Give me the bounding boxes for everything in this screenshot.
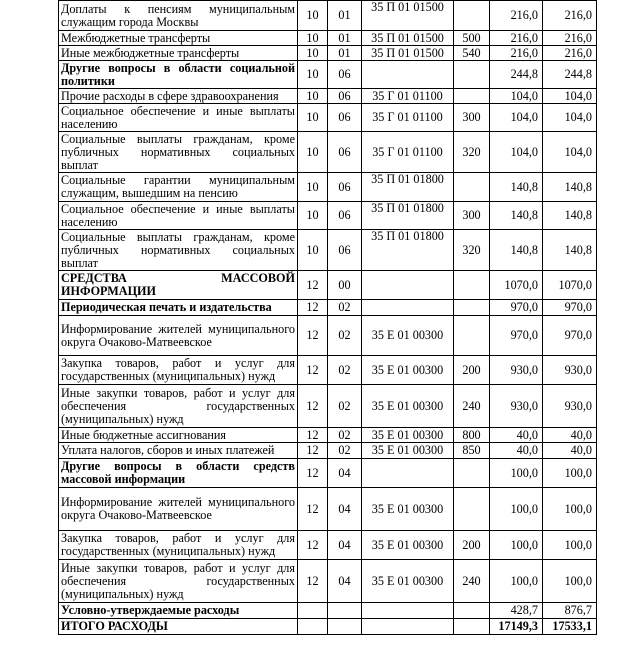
row-target-article: 35 Е 01 00300	[362, 356, 454, 385]
row-amount-year2: 104,0	[543, 132, 597, 173]
row-section: 12	[298, 443, 328, 459]
row-name: Иные закупки товаров, работ и услуг для обеспечения государственных (муниципальных) нужд	[59, 385, 298, 428]
row-section: 12	[298, 385, 328, 428]
row-target-article: 35 Е 01 00300	[362, 443, 454, 459]
row-target-article: 35 Е 01 00300	[362, 385, 454, 428]
row-amount-year1: 930,0	[490, 356, 543, 385]
row-expense-type: 320	[454, 230, 490, 271]
row-name: Межбюджетные трансферты	[59, 31, 298, 46]
row-amount-year2: 970,0	[543, 316, 597, 356]
row-subsection: 01	[328, 46, 362, 61]
row-amount-year2: 40,0	[543, 428, 597, 443]
row-expense-type	[454, 603, 490, 619]
table-row	[59, 173, 597, 202]
row-name: Доплаты к пенсиям муниципальным служащим города Москвы	[59, 1, 298, 31]
row-amount-year2: 100,0	[543, 459, 597, 488]
row-target-article	[362, 459, 454, 488]
row-name: Закупка товаров, работ и услуг для государственных (муниципальных) нужд	[59, 531, 298, 560]
row-expense-type: 500	[454, 31, 490, 46]
row-name: Социальные выплаты гражданам, кроме публичных нормативных социальных выплат	[59, 132, 298, 173]
table-row	[59, 31, 597, 46]
row-name: Социальные гарантии муниципальным служащим, вышедшим на пенсию	[59, 173, 298, 202]
row-amount-year2: 100,0	[543, 531, 597, 560]
row-expense-type: 240	[454, 560, 490, 603]
table-row	[59, 202, 597, 230]
row-amount-year1: 244,8	[490, 61, 543, 89]
row-amount-year2: 876,7	[543, 603, 597, 619]
row-expense-type	[454, 1, 490, 31]
row-amount-year2: 100,0	[543, 488, 597, 531]
row-expense-type	[454, 300, 490, 316]
row-target-article: 35 Е 01 00300	[362, 428, 454, 443]
row-amount-year2: 140,8	[543, 202, 597, 230]
row-expense-type	[454, 619, 490, 635]
row-amount-year1: 100,0	[490, 531, 543, 560]
table-row	[59, 488, 597, 531]
table-row	[59, 61, 597, 89]
row-subsection: 01	[328, 1, 362, 31]
row-amount-year1: 140,8	[490, 230, 543, 271]
table-row	[59, 619, 597, 635]
row-amount-year1: 100,0	[490, 459, 543, 488]
row-amount-year2: 40,0	[543, 443, 597, 459]
row-expense-type: 200	[454, 531, 490, 560]
row-section: 12	[298, 459, 328, 488]
row-expense-type	[454, 173, 490, 202]
row-amount-year2: 17533,1	[543, 619, 597, 635]
row-target-article: 35 Г 01 01100	[362, 89, 454, 104]
row-section: 10	[298, 202, 328, 230]
row-subsection: 02	[328, 356, 362, 385]
row-amount-year2: 216,0	[543, 31, 597, 46]
row-section: 12	[298, 300, 328, 316]
row-target-article: 35 П 01 01500	[362, 1, 454, 31]
row-amount-year2: 970,0	[543, 300, 597, 316]
row-section: 10	[298, 89, 328, 104]
row-subsection: 01	[328, 31, 362, 46]
row-section: 12	[298, 531, 328, 560]
row-name: Иные бюджетные ассигнования	[59, 428, 298, 443]
row-amount-year1: 140,8	[490, 173, 543, 202]
row-expense-type	[454, 271, 490, 300]
row-section: 10	[298, 46, 328, 61]
row-section: 10	[298, 230, 328, 271]
row-amount-year1: 104,0	[490, 104, 543, 132]
row-expense-type: 800	[454, 428, 490, 443]
row-subsection: 04	[328, 531, 362, 560]
row-target-article: 35 Е 01 00300	[362, 316, 454, 356]
row-section: 10	[298, 61, 328, 89]
row-subsection: 04	[328, 459, 362, 488]
row-name: Закупка товаров, работ и услуг для государственных (муниципальных) нужд	[59, 356, 298, 385]
row-section: 12	[298, 356, 328, 385]
row-section: 10	[298, 1, 328, 31]
row-subsection: 02	[328, 385, 362, 428]
row-target-article: 35 Е 01 00300	[362, 560, 454, 603]
row-name: СРЕДСТВА МАССОВОЙ ИНФОРМАЦИИ	[59, 271, 298, 300]
row-target-article: 35 П 01 01800	[362, 202, 454, 230]
row-amount-year2: 100,0	[543, 560, 597, 603]
row-expense-type: 300	[454, 202, 490, 230]
row-name: Прочие расходы в сфере здравоохранения	[59, 89, 298, 104]
table-row	[59, 560, 597, 603]
table-row	[59, 443, 597, 459]
row-section: 10	[298, 132, 328, 173]
row-amount-year1: 40,0	[490, 443, 543, 459]
row-target-article	[362, 619, 454, 635]
row-section: 10	[298, 173, 328, 202]
row-target-article: 35 П 01 01500	[362, 46, 454, 61]
row-name: Социальное обеспечение и иные выплаты населению	[59, 202, 298, 230]
row-target-article: 35 Г 01 01100	[362, 104, 454, 132]
row-expense-type	[454, 316, 490, 356]
row-amount-year2: 930,0	[543, 385, 597, 428]
row-target-article: 35 Е 01 00300	[362, 531, 454, 560]
row-name: Социальное обеспечение и иные выплаты населению	[59, 104, 298, 132]
row-target-article: 35 П 01 01800	[362, 173, 454, 202]
row-amount-year1: 930,0	[490, 385, 543, 428]
row-amount-year2: 1070,0	[543, 271, 597, 300]
row-subsection: 02	[328, 428, 362, 443]
row-target-article	[362, 271, 454, 300]
row-expense-type	[454, 61, 490, 89]
row-section: 12	[298, 488, 328, 531]
row-expense-type	[454, 459, 490, 488]
table-row	[59, 356, 597, 385]
row-name: Иные межбюджетные трансферты	[59, 46, 298, 61]
row-amount-year2: 244,8	[543, 61, 597, 89]
row-target-article	[362, 61, 454, 89]
row-amount-year1: 100,0	[490, 488, 543, 531]
row-amount-year2: 140,8	[543, 173, 597, 202]
table-row	[59, 316, 597, 356]
row-subsection	[328, 603, 362, 619]
budget-table-body	[59, 1, 597, 635]
row-target-article: 35 Е 01 00300	[362, 488, 454, 531]
table-row	[59, 1, 597, 31]
row-subsection: 04	[328, 560, 362, 603]
row-subsection: 04	[328, 488, 362, 531]
row-name: ИТОГО РАСХОДЫ	[59, 619, 298, 635]
row-amount-year1: 970,0	[490, 300, 543, 316]
row-amount-year1: 17149,3	[490, 619, 543, 635]
table-row	[59, 459, 597, 488]
row-section: 10	[298, 31, 328, 46]
row-target-article: 35 Г 01 01100	[362, 132, 454, 173]
table-row	[59, 385, 597, 428]
table-row	[59, 428, 597, 443]
table-row	[59, 46, 597, 61]
row-amount-year1: 216,0	[490, 46, 543, 61]
row-subsection	[328, 619, 362, 635]
row-amount-year1: 40,0	[490, 428, 543, 443]
row-amount-year1: 216,0	[490, 31, 543, 46]
row-amount-year2: 104,0	[543, 104, 597, 132]
row-subsection: 06	[328, 89, 362, 104]
row-name: Социальные выплаты гражданам, кроме публичных нормативных социальных выплат	[59, 230, 298, 271]
row-name: Периодическая печать и издательства	[59, 300, 298, 316]
row-subsection: 06	[328, 61, 362, 89]
row-expense-type: 540	[454, 46, 490, 61]
row-name: Иные закупки товаров, работ и услуг для обеспечения государственных (муниципальных) нужд	[59, 560, 298, 603]
row-name: Другие вопросы в области средств массовой информации	[59, 459, 298, 488]
row-section: 12	[298, 560, 328, 603]
row-subsection: 02	[328, 316, 362, 356]
table-row	[59, 89, 597, 104]
row-expense-type: 300	[454, 104, 490, 132]
row-subsection: 06	[328, 104, 362, 132]
table-row	[59, 104, 597, 132]
row-amount-year1: 140,8	[490, 202, 543, 230]
table-row	[59, 603, 597, 619]
row-name: Информирование жителей муниципального округа Очаково-Матвеевское	[59, 488, 298, 531]
row-amount-year2: 930,0	[543, 356, 597, 385]
row-target-article: 35 П 01 01500	[362, 31, 454, 46]
row-name: Информирование жителей муниципального округа Очаково-Матвеевское	[59, 316, 298, 356]
row-section	[298, 603, 328, 619]
row-subsection: 02	[328, 300, 362, 316]
row-amount-year2: 216,0	[543, 46, 597, 61]
row-amount-year2: 140,8	[543, 230, 597, 271]
row-section: 12	[298, 271, 328, 300]
row-expense-type	[454, 488, 490, 531]
row-section: 12	[298, 316, 328, 356]
row-amount-year1: 104,0	[490, 132, 543, 173]
row-expense-type: 320	[454, 132, 490, 173]
row-target-article	[362, 300, 454, 316]
budget-expenditure-table	[58, 0, 597, 635]
row-amount-year2: 216,0	[543, 1, 597, 31]
row-expense-type: 850	[454, 443, 490, 459]
row-name: Уплата налогов, сборов и иных платежей	[59, 443, 298, 459]
row-target-article	[362, 603, 454, 619]
row-expense-type: 200	[454, 356, 490, 385]
row-subsection: 06	[328, 132, 362, 173]
table-row	[59, 531, 597, 560]
row-subsection: 06	[328, 230, 362, 271]
row-section: 10	[298, 104, 328, 132]
row-amount-year1: 970,0	[490, 316, 543, 356]
row-section: 12	[298, 428, 328, 443]
row-amount-year1: 100,0	[490, 560, 543, 603]
row-amount-year1: 216,0	[490, 1, 543, 31]
row-subsection: 06	[328, 202, 362, 230]
table-row	[59, 230, 597, 271]
row-expense-type: 240	[454, 385, 490, 428]
row-name: Другие вопросы в области социальной политики	[59, 61, 298, 89]
row-name: Условно-утверждаемые расходы	[59, 603, 298, 619]
table-row	[59, 300, 597, 316]
row-amount-year2: 104,0	[543, 89, 597, 104]
table-row	[59, 132, 597, 173]
table-row	[59, 271, 597, 300]
row-subsection: 02	[328, 443, 362, 459]
row-subsection: 06	[328, 173, 362, 202]
row-target-article: 35 П 01 01800	[362, 230, 454, 271]
row-expense-type	[454, 89, 490, 104]
row-amount-year1: 428,7	[490, 603, 543, 619]
row-amount-year1: 1070,0	[490, 271, 543, 300]
row-amount-year1: 104,0	[490, 89, 543, 104]
row-section	[298, 619, 328, 635]
row-subsection: 00	[328, 271, 362, 300]
